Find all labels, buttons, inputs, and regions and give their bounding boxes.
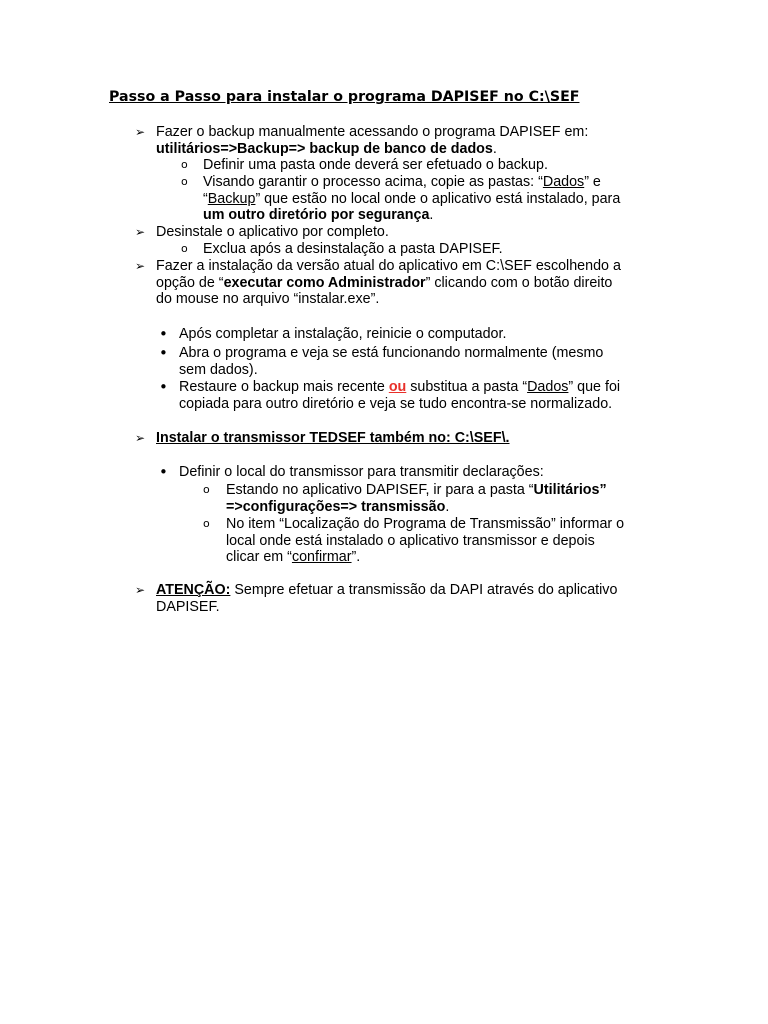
arrow-bullet-icon: ➢ <box>135 431 146 445</box>
bullet-3: Restaure o backup mais recente ou substitua a pasta “Dados” que foi copiada para outro diretório e veja se tudo encontra-se normalizado. <box>179 379 621 412</box>
step-5: ATENÇÃO: Sempre efetuar a transmissão da DAPI através do aplicativo DAPISEF. <box>156 582 618 615</box>
circle-bullet-icon: o <box>203 517 210 530</box>
circle-bullet-icon: o <box>181 175 188 188</box>
transmitter-sub-2: No item “Localização do Programa de Transmissão” informar o local onde está instalado o aplicativo transmissor e depois clicar em “confirmar”. <box>226 516 625 566</box>
disc-bullet-icon: • <box>159 325 168 343</box>
arrow-bullet-icon: ➢ <box>135 583 146 597</box>
highlighted-ou: ou <box>388 379 407 395</box>
arrow-bullet-icon: ➢ <box>135 225 146 239</box>
page-title: Passo a Passo para instalar o programa DAPISEF no C:\SEF <box>109 89 580 105</box>
step-1: Fazer o backup manualmente acessando o programa DAPISEF em: utilitários=>Backup=> backup de banco de dados. <box>156 124 696 157</box>
transmitter-heading: Instalar o transmissor TEDSEF também no: C:\SEF\. <box>156 430 510 446</box>
arrow-bullet-icon: ➢ <box>135 125 146 139</box>
bullet-2: Abra o programa e veja se está funcionando normalmente (mesmo sem dados). <box>179 345 604 378</box>
step-2: Desinstale o aplicativo por completo. <box>156 224 389 240</box>
menu-path: utilitários=>Backup=> backup de banco de dados <box>156 140 493 157</box>
step-1-sub-1: Definir uma pasta onde deverá ser efetuado o backup. <box>203 157 548 173</box>
step-1-text: Fazer o backup manualmente acessando o programa DAPISEF em: <box>156 124 589 140</box>
disc-bullet-icon: • <box>159 463 168 481</box>
transmitter-sub-1: Estando no aplicativo DAPISEF, ir para a pasta “Utilitários” =>configurações=> transmissão. <box>226 482 607 515</box>
circle-bullet-icon: o <box>181 158 188 171</box>
circle-bullet-icon: o <box>203 483 210 496</box>
transmitter-bullet: Definir o local do transmissor para transmitir declarações: <box>179 464 544 480</box>
step-2-sub-1: Exclua após a desinstalação a pasta DAPISEF. <box>203 241 503 257</box>
step-3: Fazer a instalação da versão atual do aplicativo em C:\SEF escolhendo a opção de “executar como Administrador” clicando com o botão direito do mouse no arquivo “instalar.exe”. <box>156 258 621 308</box>
attention-label: ATENÇÃO: <box>156 582 231 598</box>
step-1-sub-2: Visando garantir o processo acima, copie as pastas: “Dados” e “Backup” que estão no local onde o aplicativo está instalado, para um outro diretório por segurança. <box>203 174 621 224</box>
disc-bullet-icon: • <box>159 344 168 362</box>
circle-bullet-icon: o <box>181 242 188 255</box>
arrow-bullet-icon: ➢ <box>135 259 146 273</box>
bullet-1: Após completar a instalação, reinicie o computador. <box>179 326 507 342</box>
disc-bullet-icon: • <box>159 378 168 396</box>
step-4 <box>156 430 696 447</box>
